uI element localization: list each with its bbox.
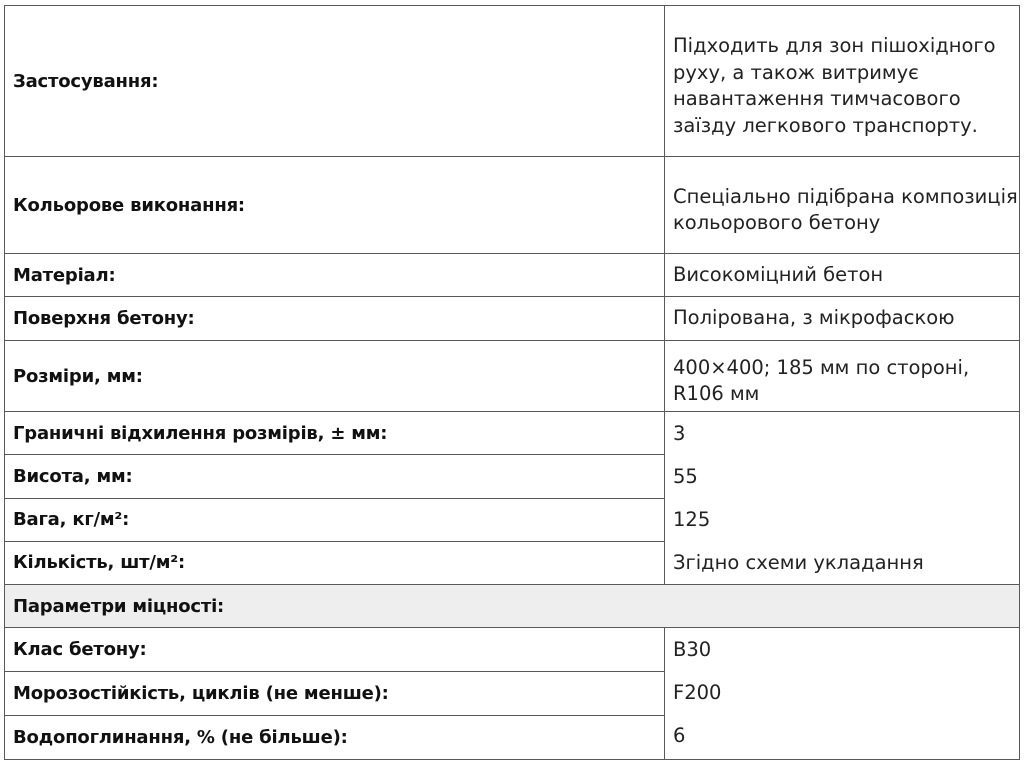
row-label: Вага, кг/м²: (5, 498, 665, 541)
row-label: Застосування: (5, 6, 665, 157)
section-row (5, 585, 1020, 628)
row-label: Кількість, шт/м²: (5, 541, 665, 584)
row-value: Згідно схеми укладання (673, 551, 924, 574)
table-row (5, 6, 1020, 157)
row-value: 400×400; 185 мм по стороні, R106 мм (665, 341, 1020, 412)
row-value: Спеціально підібрана композиція кольорового бетону (665, 157, 1020, 254)
row-label: Граничні відхилення розмірів, ± мм: (5, 412, 665, 455)
specification-table (4, 5, 1020, 760)
row-label: Розміри, мм: (5, 341, 665, 412)
row-value: Полірована, з мікрофаскою (665, 297, 1020, 341)
table-row (5, 412, 1020, 455)
row-value: Високоміцний бетон (665, 254, 1020, 297)
row-label: Поверхня бетону: (5, 297, 665, 341)
row-label: Кольорове виконання: (5, 157, 665, 254)
row-value: 3 (673, 422, 686, 445)
table-row (5, 297, 1020, 341)
merged-value-cell (665, 628, 1020, 760)
row-label: Матеріал: (5, 254, 665, 297)
row-label: Морозостійкість, циклів (не менше): (5, 672, 665, 716)
row-label: Висота, мм: (5, 455, 665, 498)
merged-value-cell (665, 412, 1020, 585)
row-label: Клас бетону: (5, 628, 665, 672)
row-value: F200 (673, 681, 722, 704)
row-value: 55 (673, 465, 698, 488)
row-value: 125 (673, 508, 711, 531)
table-row (5, 254, 1020, 297)
section-title: Параметри міцності: (5, 585, 1020, 628)
row-value: Підходить для зон пішохідного руху, а також витримує навантаження тимчасового заїзду легкового транспорту. (665, 6, 1020, 157)
table-row (5, 157, 1020, 254)
table-row (5, 628, 1020, 672)
row-label: Водопоглинання, % (не більше): (5, 716, 665, 760)
row-value: 6 (673, 724, 686, 747)
row-value: B30 (673, 638, 712, 661)
table-row (5, 341, 1020, 412)
